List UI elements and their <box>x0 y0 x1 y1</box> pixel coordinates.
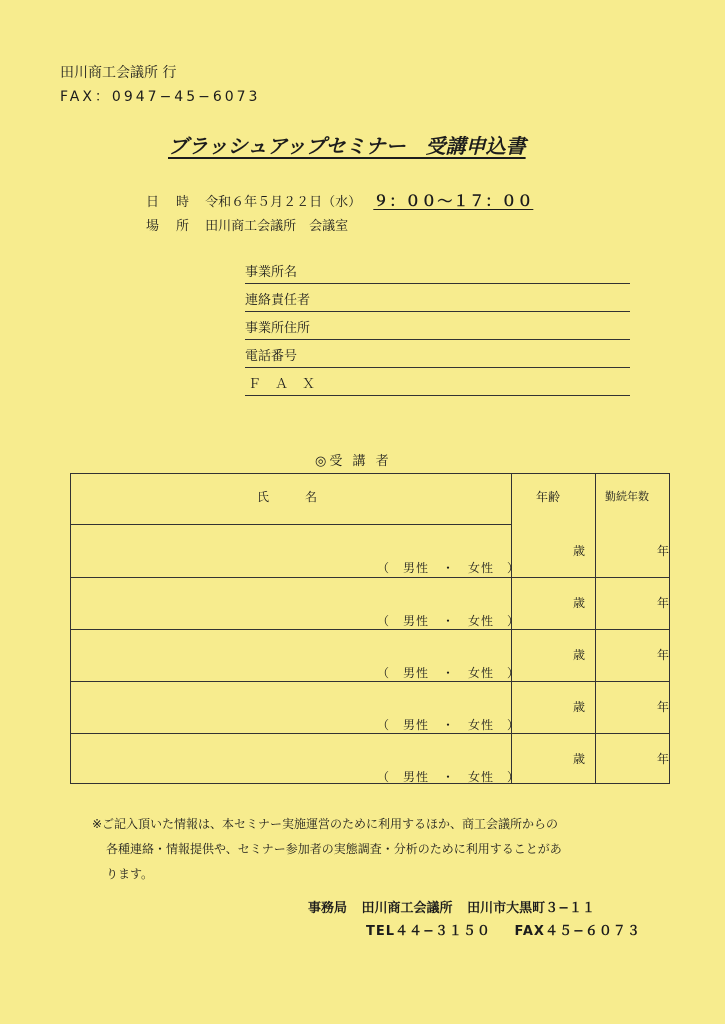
business-name-label: 事業所名 <box>245 265 298 280</box>
phone-label: 電話番号 <box>245 349 298 364</box>
age-unit: 歳 <box>573 752 586 766</box>
place-row <box>146 215 348 234</box>
addressee: 田川商工会議所 行 <box>60 65 177 81</box>
date-value: 令和６年５月２２日（水） <box>205 195 362 210</box>
fax-label: ＦＡＸ <box>248 377 330 392</box>
office-contact <box>366 920 641 939</box>
age-unit: 歳 <box>573 596 586 610</box>
years-unit: 年 <box>657 752 670 766</box>
years-unit: 年 <box>657 648 670 662</box>
fax-field[interactable] <box>245 374 630 396</box>
name-column-header: 氏 名 <box>257 490 318 504</box>
office-info <box>308 897 605 916</box>
attendees-heading: ◎受 講 者 <box>315 454 392 469</box>
gender-choice[interactable]: （ 男性 ・ 女性 ） <box>377 666 521 680</box>
phone-field[interactable] <box>245 346 630 368</box>
age-unit: 歳 <box>573 700 586 714</box>
row-divider <box>71 524 511 525</box>
contact-person-label: 連絡責任者 <box>245 293 311 308</box>
business-address-label: 事業所住所 <box>245 321 311 336</box>
office-address: 田川市大黒町３−１１ <box>467 901 595 916</box>
fax-number: FAX：0947−45−6073 <box>60 89 261 105</box>
row-divider <box>71 577 669 578</box>
office-name: 田川商工会議所 <box>361 901 453 916</box>
years-unit: 年 <box>657 700 670 714</box>
age-unit: 歳 <box>573 648 586 662</box>
attendees-table <box>70 473 670 784</box>
gender-choice[interactable]: （ 男性 ・ 女性 ） <box>377 614 521 628</box>
row-divider <box>71 733 669 734</box>
time-value: ９：００〜１７：００ <box>373 192 534 210</box>
contact-person-field[interactable] <box>245 290 630 312</box>
note-line: ※ご記入頂いた情報は、本セミナー実施運営のために利用するほか、商工会議所からの <box>92 817 559 831</box>
page-title: ブラッシュアップセミナー 受講申込書 <box>168 134 526 158</box>
age-unit: 歳 <box>573 544 586 558</box>
years-column-header: 勤続年数 <box>605 490 649 503</box>
gender-choice[interactable]: （ 男性 ・ 女性 ） <box>377 718 521 732</box>
gender-choice[interactable]: （ 男性 ・ 女性 ） <box>377 770 521 784</box>
place-value: 田川商工会議所 会議室 <box>205 219 349 234</box>
office-fax: FAX４５−６０７３ <box>514 924 641 939</box>
business-address-field[interactable] <box>245 318 630 340</box>
row-divider <box>71 681 669 682</box>
gender-choice[interactable]: （ 男性 ・ 女性 ） <box>377 561 521 575</box>
place-label: 場 所 <box>146 219 192 234</box>
note-line: 各種連絡・情報提供や、セミナー参加者の実態調査・分析のために利用することがあ <box>106 842 562 856</box>
years-unit: 年 <box>657 544 670 558</box>
business-name-field[interactable] <box>245 262 630 284</box>
row-divider <box>71 629 669 630</box>
date-row <box>146 190 533 211</box>
office-tel: TEL４４−３１５０ <box>366 924 491 939</box>
date-label: 日 時 <box>146 195 192 210</box>
age-column-header: 年齢 <box>536 490 561 504</box>
privacy-note <box>92 812 652 887</box>
office-label: 事務局 <box>308 901 348 916</box>
note-line: ります。 <box>106 867 154 881</box>
years-unit: 年 <box>657 596 670 610</box>
